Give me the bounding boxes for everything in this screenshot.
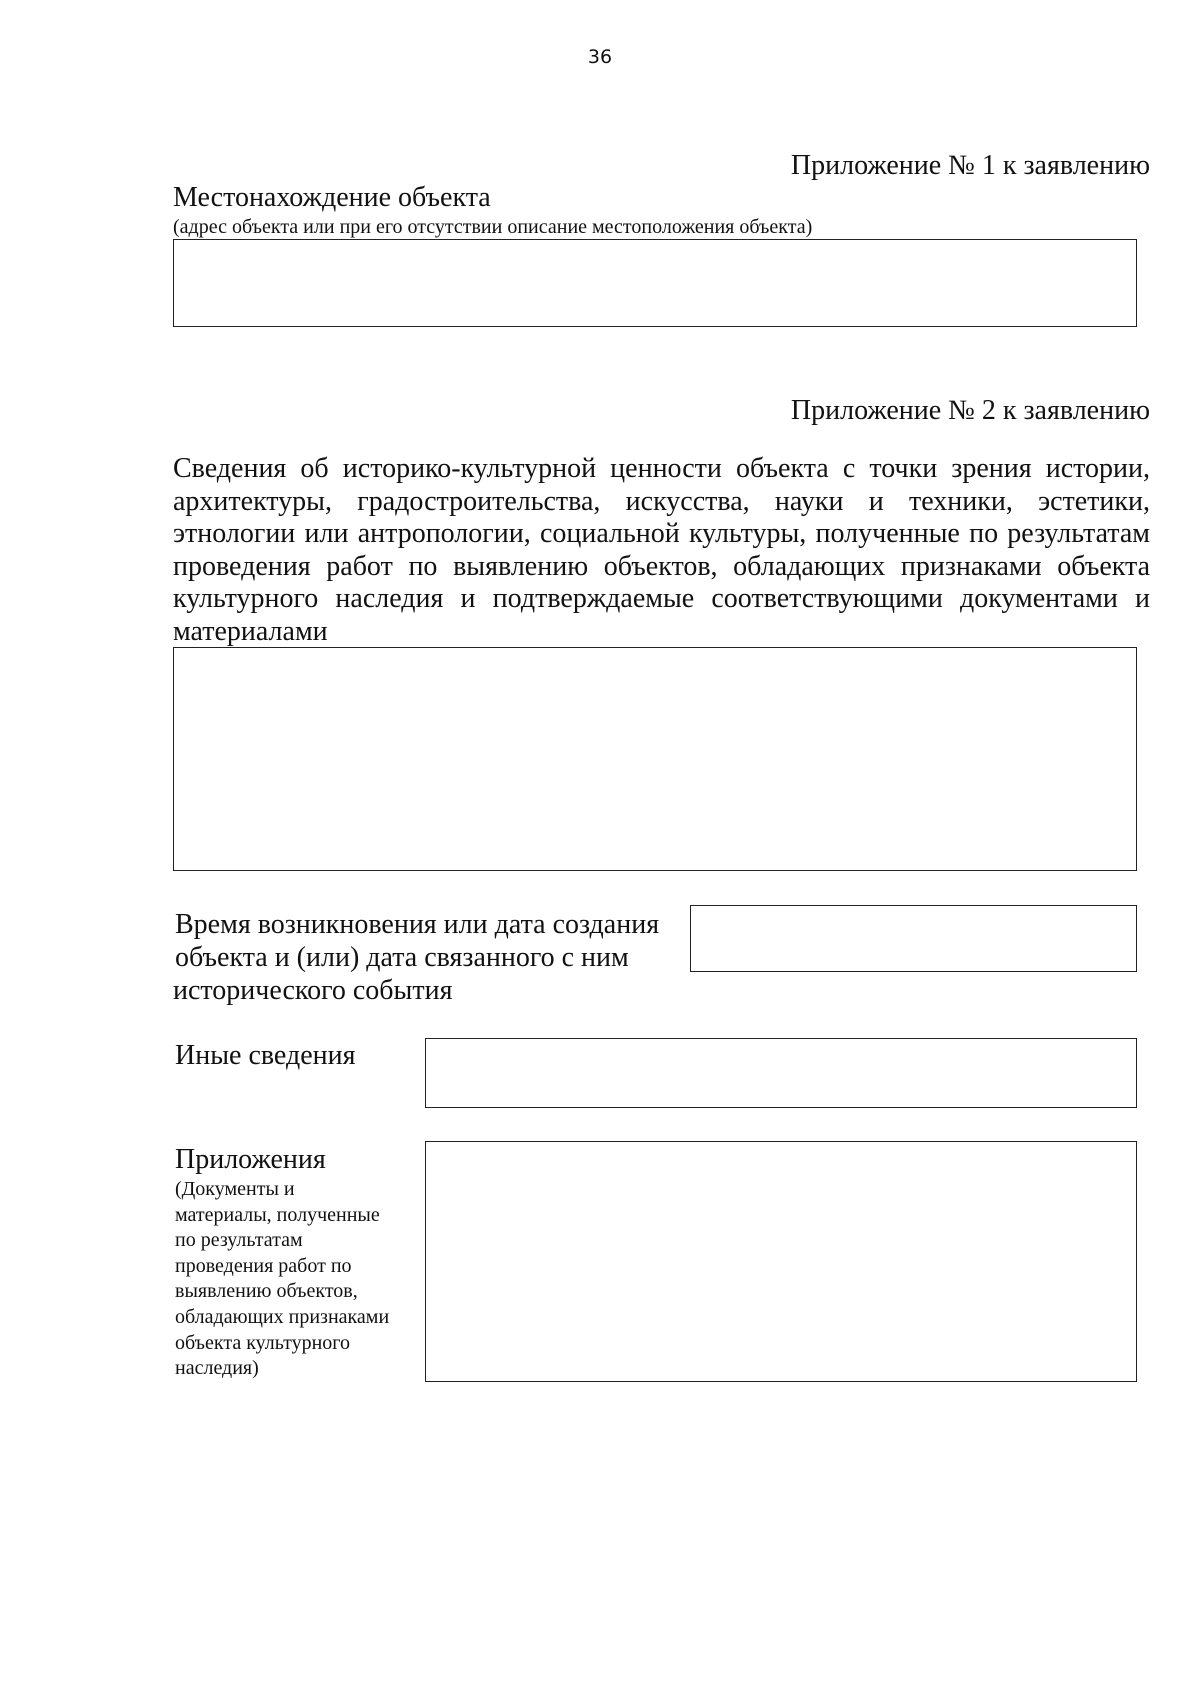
other-info-field[interactable] — [425, 1038, 1137, 1108]
attachments-hint-line: обладающих признаками — [175, 1305, 390, 1328]
attachments-hint-line: объекта культурного — [175, 1331, 350, 1354]
creation-date-label-line: объекта и (или) дата связанного с ним — [175, 942, 629, 973]
creation-date-label-line: исторического события — [173, 975, 453, 1006]
appendix-1-heading: Приложение № 1 к заявлению — [790, 150, 1150, 181]
page-number: 36 — [587, 46, 613, 68]
attachments-hint-line: (Документы и — [175, 1178, 295, 1200]
cultural-value-field[interactable] — [173, 647, 1137, 871]
attachments-hint-line: наследия) — [175, 1357, 259, 1380]
other-info-label: Иные сведения — [175, 1040, 356, 1071]
attachments-title: Приложения — [175, 1144, 326, 1175]
attachments-hint-line: материалы, полученные — [175, 1203, 380, 1226]
attachments-hint-line: по результатам — [175, 1229, 303, 1252]
attachments-hint — [175, 1177, 420, 1382]
creation-date-field[interactable] — [690, 905, 1137, 972]
cultural-value-description: Сведения об историко-культурной ценности объекта с точки зрения истории, архитектуры, градостроительства, искусства, науки и техники, эстетики, этнологии или антропологии, социальной культуры, полученные по результатам проведения работ по выявлению объектов, обладающих признаками объекта культурного наследия и подтверждаемые соответствующими документами и материалами — [173, 453, 1150, 647]
attachments-hint-line: выявлению объектов, — [175, 1280, 358, 1303]
creation-date-label — [175, 908, 685, 1007]
creation-date-label-line: Время возникновения или дата создания — [175, 909, 660, 940]
attachments-field[interactable] — [425, 1141, 1137, 1382]
location-field[interactable] — [173, 239, 1137, 327]
appendix-2-heading: Приложение № 2 к заявлению — [790, 395, 1150, 426]
location-title: Местонахождение объекта — [173, 182, 491, 213]
location-hint: (адрес объекта или при его отсутствии описание местоположения объекта) — [173, 216, 813, 238]
attachments-hint-line: проведения работ по — [175, 1254, 352, 1277]
